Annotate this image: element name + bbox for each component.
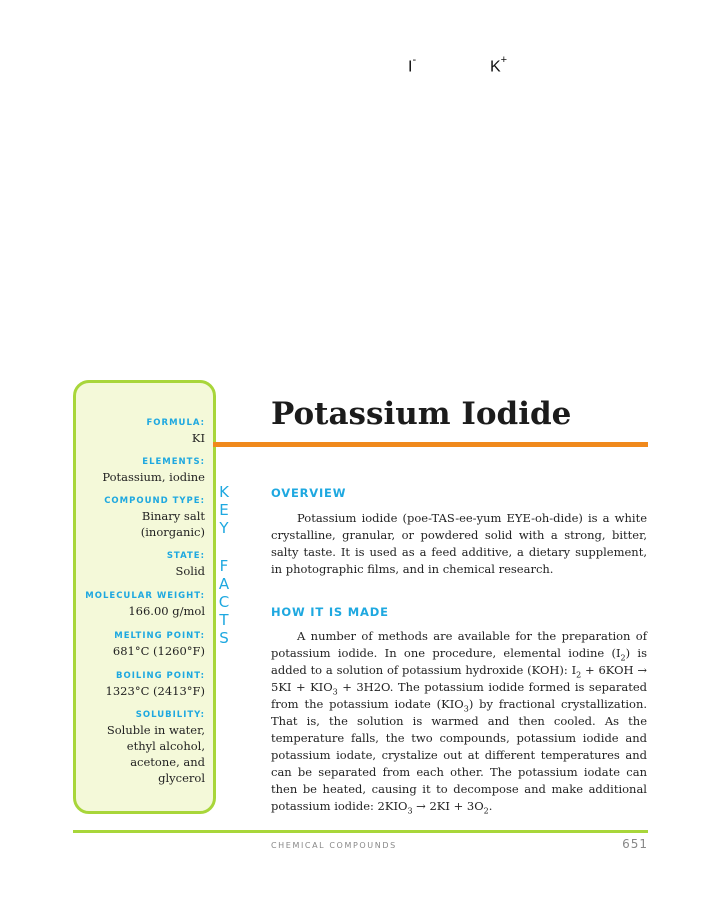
fact-label: FORMULA: bbox=[146, 418, 205, 428]
iodide-symbol: I bbox=[408, 58, 413, 76]
fact-value: KI bbox=[191, 431, 205, 445]
potassium-ion bbox=[490, 56, 507, 76]
fact-value: Potassium, iodine bbox=[102, 470, 205, 484]
fact-value: 166.00 g/mol bbox=[128, 604, 205, 618]
fact-value: 1323°C (2413°F) bbox=[105, 684, 205, 698]
fact-label: SOLUBILITY: bbox=[135, 710, 205, 720]
key-facts-vertical-label: K E Y F A C T S bbox=[218, 483, 230, 647]
overview-paragraph bbox=[271, 510, 647, 578]
title-rule bbox=[213, 442, 648, 447]
potassium-charge: + bbox=[500, 54, 508, 66]
how-it-is-made-paragraph bbox=[271, 628, 647, 815]
fact-value: Soluble in water, ethyl alcohol, acetone, and glycerol bbox=[106, 723, 205, 785]
fact-molecular-weight bbox=[75, 589, 205, 619]
fact-value: Binary salt (inorganic) bbox=[140, 509, 205, 539]
fact-elements bbox=[75, 455, 205, 485]
fact-value: Solid bbox=[175, 564, 205, 578]
page-number: 651 bbox=[622, 837, 648, 851]
running-title: CHEMICAL COMPOUNDS bbox=[271, 841, 397, 850]
iodide-charge: - bbox=[412, 54, 417, 66]
fact-melting-point bbox=[75, 629, 205, 659]
fact-boiling-point bbox=[75, 669, 205, 699]
section-heading-overview: OVERVIEW bbox=[271, 486, 347, 500]
fact-state bbox=[75, 549, 205, 579]
iodide-ion bbox=[408, 56, 416, 76]
fact-label: STATE: bbox=[166, 551, 205, 561]
fact-compound-type bbox=[101, 494, 205, 540]
footer-rule bbox=[73, 830, 648, 833]
overview-text: Potassium iodide (poe-TAS-ee-yum EYE-oh-dide) is a white crystalline, granular, or powdered solid with a strong, bitter, salty taste. It is used as a feed additive, a dietary supplement, in photographic films, and in chemical research. bbox=[271, 511, 647, 576]
section-heading-how-it-is-made: HOW IT IS MADE bbox=[271, 605, 389, 619]
fact-label: COMPOUND TYPE: bbox=[104, 496, 205, 506]
fact-label: MOLECULAR WEIGHT: bbox=[85, 591, 205, 601]
page-title: Potassium Iodide bbox=[271, 396, 572, 432]
fact-value: 681°C (1260°F) bbox=[112, 644, 205, 658]
key-facts-sidebar bbox=[73, 380, 216, 814]
fact-label: MELTING POINT: bbox=[114, 631, 205, 641]
fact-label: ELEMENTS: bbox=[142, 457, 205, 467]
fact-solubility bbox=[93, 708, 205, 786]
potassium-symbol: K bbox=[490, 58, 501, 76]
fact-label: BOILING POINT: bbox=[116, 671, 205, 681]
how-it-is-made-text: A number of methods are available for the preparation of potassium iodide. In one procedure, elemental iodine $(I_2)$ is added to a solution of potassium hydroxide (KOH): $I_2 + 6KOH \to 5KI + KIO_3 + 3H2O$. The potassium iodide formed is separated from the potassium iodate $(KIO_3)$ by fractional crystallization. That is, the solution is warmed and then cooled. As the temperature falls, the two compounds, potassium iodide and potassium iodate, crystalize out at different temperatures and can be separated from each other. The potassium iodate can then be heated, causing it to decompose and make additional potassium iodide: $2KIO_3 \to 2KI + 3O_2$. bbox=[271, 629, 648, 816]
fact-formula bbox=[75, 416, 205, 446]
